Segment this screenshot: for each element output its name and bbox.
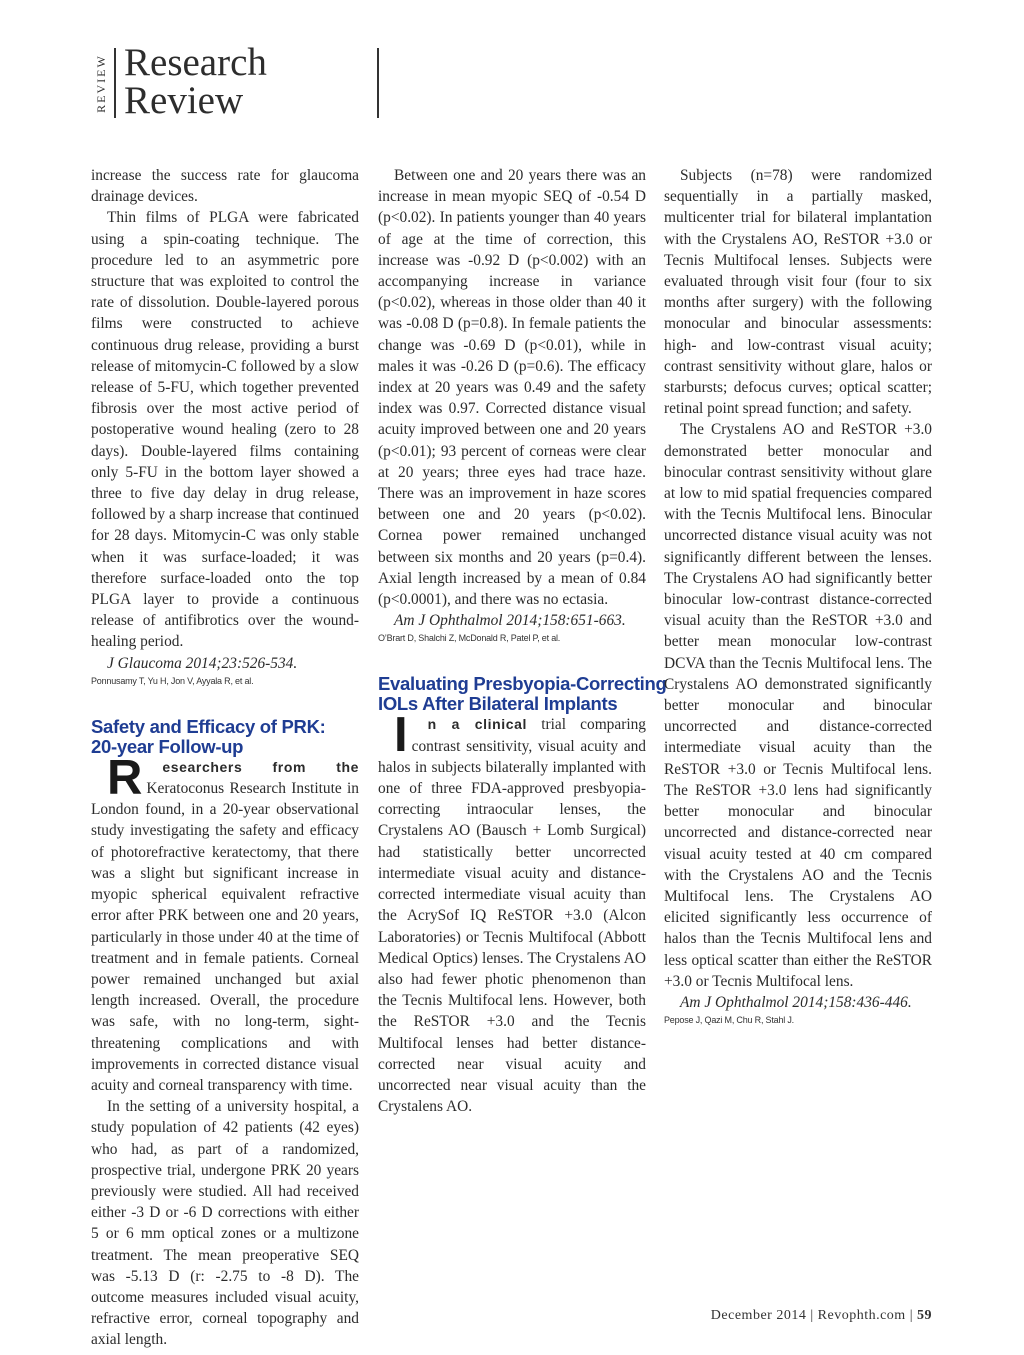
lead-in: n a clinical	[427, 716, 528, 733]
citation-prk: Am J Ophthalmol 2014;158:651-663.	[394, 612, 626, 630]
masthead-divider-right	[377, 48, 379, 118]
paragraph-iol-lead: I n a clinical trial comparing contrast sensitivity, visual acuity and halos in subjects bilaterally implanted with one of three FDA-approved presbyopia-correcting intraocular lenses, the Crystalens AO (Bausch + Lomb Surgical) had statistically better uncorrected intermediate visual acuity and distance-corrected intermediate visual acuity than the AcrySof IQ ReSTOR +3.0 (Alcon Laboratories) or Tecnis Multifocal (Abbott Medical Optics) lenses. The Crystalens AO also had fewer photic phenomenon than the Tecnis Multifocal lens. However, both the ReSTOR +3.0 and the Tecnis Multifocal lenses had better distance-corrected near visual acuity and uncorrected near visual acuity than the Crystalens AO.	[378, 708, 646, 1116]
paragraph-prk-lead: R esearchers from the Keratoconus Research Institute in London found, in a 20-year observational study investigating the safety and efficacy of photorefractive keratectomy, that there was a slight but significant increase in myopic spherical equivalent refractive error after PRK between one and 20 years, particularly in those under 40 at the time of treatment and in female patients. Corneal power remained unchanged but axial length increased. Overall, the procedure was safe, with no long-term, sight-threatening complications and with improvements in corrected distance visual acuity and corneal transparency with time.	[91, 750, 359, 1094]
article-heading-prk: Safety and Efficacy of PRK: 20-year Follow-up	[91, 715, 326, 757]
page-footer: December 2014 | Revophth.com | 59	[710, 1308, 932, 1323]
dropcap: R	[107, 750, 143, 805]
lead-in: esearchers from the	[162, 758, 359, 775]
page-title-line1: Research	[124, 41, 267, 84]
column-1	[91, 165, 359, 1351]
article-heading-iol: Evaluating Presbyopia-Correcting IOLs After Bilateral Implants	[378, 673, 667, 715]
masthead-divider-left	[114, 48, 116, 118]
paragraph-prk-methods: In the setting of a university hospital, a study population of 42 patients (42 eyes) who had, as part of a randomized, prospective trial, undergone PRK 20 years previously were studied. All had received either -3 D or -6 D corrections with either 5 or 6 mm optical zones or a multizone treatment. The mean preoperative SEQ was -5.13 D (r: -2.75 to -8 D). The outcome measures included visual acuity, refractive error, corneal topography and axial length.	[91, 1098, 359, 1349]
column-3	[664, 165, 932, 1026]
column-2	[378, 165, 667, 1117]
footer-site: Revophth.com	[817, 1308, 906, 1323]
paragraph-iol-methods: Subjects (n=78) were randomized sequentially in a partially masked, multicenter trial for bilateral implantation with the Crystalens AO, ReSTOR +3.0 or Tecnis Multifocal lenses. Subjects were evaluated through visit four (four to six months after surgery) with the following monocular and binocular assessments: high- and low-contrast visual acuity; contrast sensitivity without glare, halos or starbursts; defocus curves; optical scatter; retinal point spread function; and safety.	[664, 167, 932, 418]
paragraph-plga-films: Thin films of PLGA were fabricated using a spin-coating technique. The procedure led to an asymmetric pore structure that was exploited to control the rate of dissolution. Double-layered porous films were constructed to achieve continuous drug release, providing a burst release of mitomycin-C followed by a slow release of 5-FU, which together prevented fibrosis over the most active period of postoperative wound healing (zero to 28 days). Double-layered films containing only 5-FU in the bottom layer showed a three to five day delay in drug release, followed by a sharp increase that continued for 28 days. Mitomycin-C was only stable when it was surface-loaded; it was therefore surface-loaded onto the top PLGA layer to provide a continuous release of antifibrotics over the wound-healing period.	[91, 209, 359, 651]
footer-date: December 2014	[710, 1308, 807, 1323]
citation-glaucoma: J Glaucoma 2014;23:526-534.	[107, 654, 298, 672]
citation-iol: Am J Ophthalmol 2014;158:436-446.	[680, 993, 912, 1011]
dropcap: I	[394, 708, 408, 763]
page-title	[124, 41, 374, 122]
authors-prk: O’Brart D, Shalchi Z, McDonald R, Patel P, et al.	[378, 633, 561, 644]
paragraph-iol-results: The Crystalens AO and ReSTOR +3.0 demonstrated better monocular and binocular contrast sensitivity without glare at low to mid spatial frequencies compared with the Tecnis Multifocal lens. Binocular uncorrected distance visual acuity was not significantly different between the lenses. The Crystalens AO had significantly better binocular low-contrast distance-corrected visual acuity than the ReSTOR +3.0 and better mean monocular low-contrast DCVA than the Tecnis Multifocal lens. The Crystalens AO demonstrated significantly better monocular and binocular uncorrected and distance-corrected intermediate visual acuity than the ReSTOR +3.0 or Tecnis Multifocal lens. The ReSTOR +3.0 lens had significantly better monocular and binocular uncorrected and distance-corrected near visual acuity tested at 40 cm compared with the Crystalens AO and the Tecnis Multifocal lens. The Crystalens AO elicited significantly less occurrence of halos than the Tecnis Multifocal lens and less optical scatter than either the ReSTOR +3.0 or Tecnis Multifocal lens.	[664, 421, 932, 990]
page-title-line2: Review	[124, 79, 244, 122]
authors-glaucoma: Ponnusamy T, Yu H, Jon V, Ayyala R, et al.	[91, 675, 254, 686]
paragraph-prk-results: Between one and 20 years there was an increase in mean myopic SEQ of -0.54 D (p<0.02). In patients younger than 40 years of age at the time of correction, this increase was -0.92 D (p<0.002) with an accompanying increase in variance (p<0.02), whereas in those older than 40 it was -0.08 D (p=0.8). In female patients the change was -0.69 D (p<0.01), while in males it was -0.26 D (p=0.6). The efficacy index at 20 years was 0.49 and the safety index was 0.97. Corrected distance visual acuity improved between one and 20 years (p<0.01); 93 percent of corneas were clear at 20 years; three eyes had trace haze. There was an improvement in haze scores between one and 20 years (p<0.02). Cornea power remained unchanged between six months and 20 years (p=0.4). Axial length increased by a mean of 0.84 (p<0.0001), and there was no ectasia.	[378, 167, 646, 609]
paragraph-plga-intro-continued: increase the success rate for glaucoma drainage devices.	[91, 167, 359, 206]
authors-iol: Pepose J, Qazi M, Chu R, Stahl J.	[664, 1015, 794, 1026]
page-number: 59	[917, 1308, 932, 1323]
section-tag: REVIEW	[93, 53, 108, 113]
